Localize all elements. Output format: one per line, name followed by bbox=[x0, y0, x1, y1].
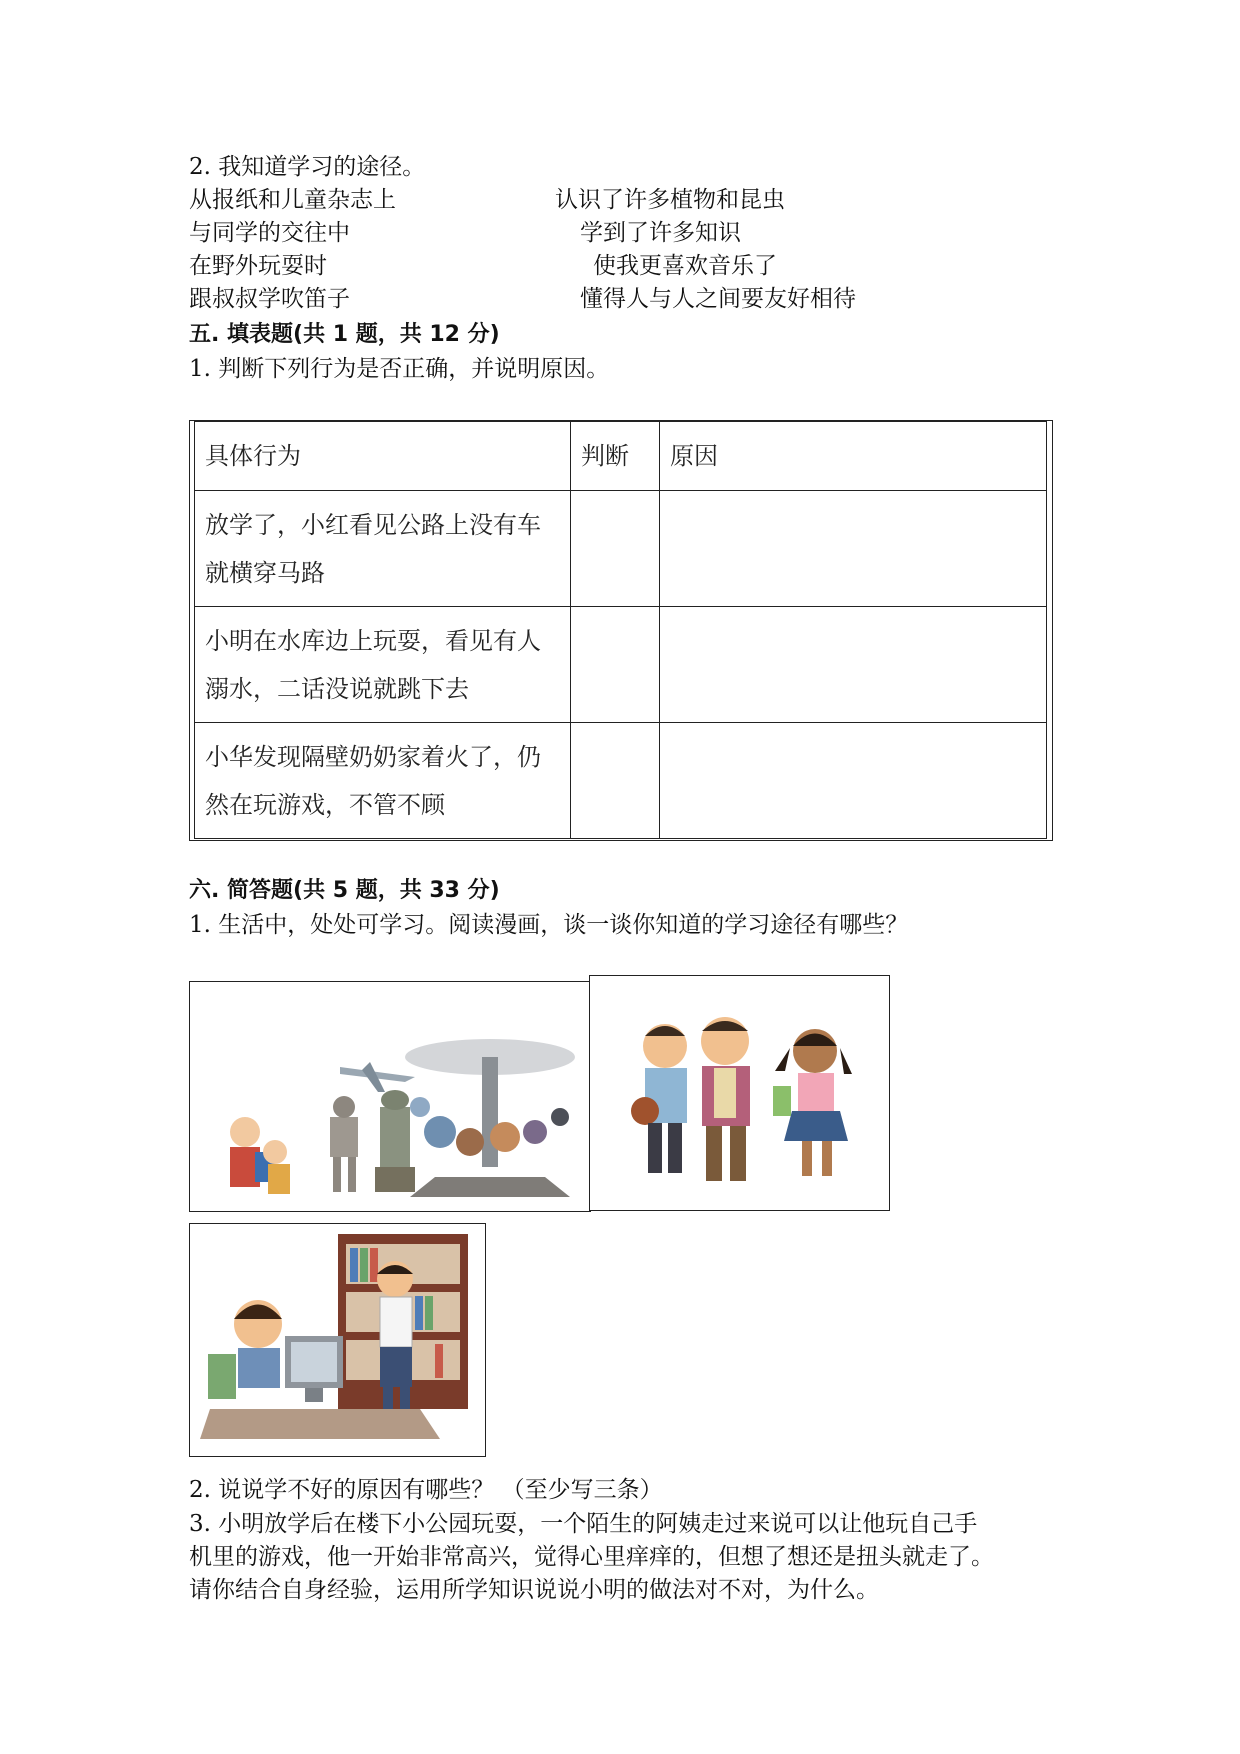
header-judgement: 判断 bbox=[571, 422, 660, 491]
section-6-heading: 六. 简答题(共 5 题，共 33 分) bbox=[189, 878, 500, 903]
match-left-item: 与同学的交往中 bbox=[189, 220, 350, 246]
section-5-heading: 五. 填表题(共 1 题，共 12 分) bbox=[189, 322, 500, 347]
match-left-item: 跟叔叔学吹笛子 bbox=[189, 286, 350, 312]
behavior-line: 小明在水库边上玩耍，看见有人 bbox=[205, 626, 541, 655]
match-right-item: 使我更喜欢音乐了 bbox=[593, 253, 777, 279]
header-behavior: 具体行为 bbox=[195, 422, 571, 491]
judgement-table bbox=[194, 421, 1047, 839]
behavior-line: 放学了，小红看见公路上没有车 bbox=[205, 510, 541, 539]
behavior-line: 就横穿马路 bbox=[205, 558, 325, 587]
question-6-3-line: 机里的游戏，他一开始非常高兴，觉得心里痒痒的，但想了想还是扭头就走了。 bbox=[189, 1544, 994, 1570]
header-reason: 原因 bbox=[660, 422, 1047, 491]
reason-answer-cell[interactable] bbox=[660, 723, 1047, 839]
library-computer-illustration bbox=[189, 1223, 486, 1457]
question-6-3-line: 请你结合自身经验，运用所学知识说说小明的做法对不对，为什么。 bbox=[189, 1577, 879, 1603]
reason-answer-cell[interactable] bbox=[660, 607, 1047, 723]
match-right-item: 认识了许多植物和昆虫 bbox=[555, 187, 785, 213]
table-row bbox=[195, 607, 1047, 723]
science-museum-illustration bbox=[189, 981, 591, 1212]
behavior-cell bbox=[195, 723, 571, 839]
match-left-item: 从报纸和儿童杂志上 bbox=[189, 187, 396, 213]
judgement-answer-cell[interactable] bbox=[571, 607, 660, 723]
question-6-2: 2. 说说学不好的原因有哪些？ （至少写三条） bbox=[189, 1477, 663, 1503]
reason-answer-cell[interactable] bbox=[660, 491, 1047, 607]
question-5-1: 1. 判断下列行为是否正确，并说明原因。 bbox=[189, 356, 610, 382]
match-left-item: 在野外玩耍时 bbox=[189, 253, 327, 279]
match-right-item: 懂得人与人之间要友好相待 bbox=[580, 286, 856, 312]
behavior-cell bbox=[195, 607, 571, 723]
question-6-3-line: 3. 小明放学后在楼下小公园玩耍，一个陌生的阿姨走过来说可以让他玩自己手 bbox=[189, 1511, 978, 1537]
behavior-line: 溺水，二话没说就跳下去 bbox=[205, 674, 469, 703]
behavior-cell bbox=[195, 491, 571, 607]
question-4-2-title: 2. 我知道学习的途径。 bbox=[189, 154, 426, 180]
judgement-answer-cell[interactable] bbox=[571, 491, 660, 607]
match-right-item: 学到了许多知识 bbox=[580, 220, 741, 246]
behavior-line: 然在玩游戏，不管不顾 bbox=[205, 790, 445, 819]
judgement-answer-cell[interactable] bbox=[571, 723, 660, 839]
table-row bbox=[195, 723, 1047, 839]
behavior-line: 小华发现隔壁奶奶家着火了，仍 bbox=[205, 742, 541, 771]
table-row bbox=[195, 491, 1047, 607]
friends-walking-illustration bbox=[589, 975, 890, 1211]
question-6-1: 1. 生活中，处处可学习。阅读漫画，谈一谈你知道的学习途径有哪些？ bbox=[189, 912, 909, 938]
table-header-row bbox=[195, 422, 1047, 491]
